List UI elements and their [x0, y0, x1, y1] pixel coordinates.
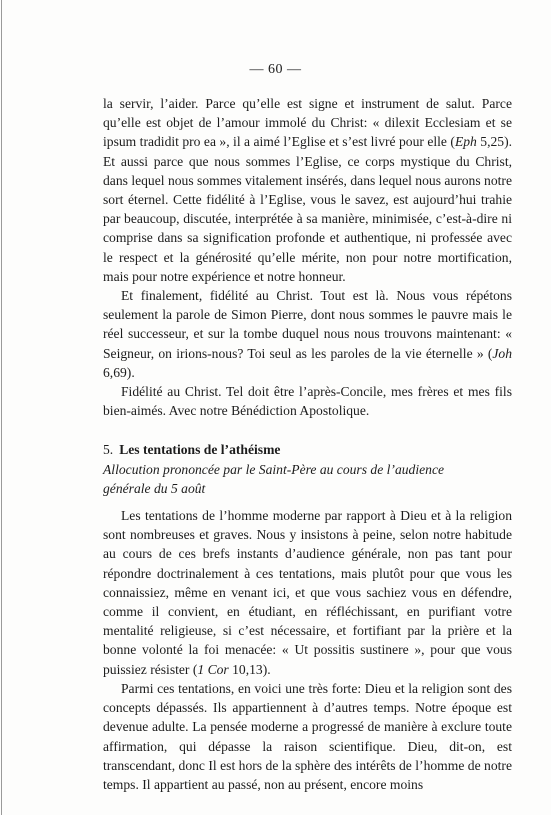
section-atheism — [103, 440, 512, 794]
paragraph-blessing: Fidélité au Christ. Tel doit être l’après-Concile, mes frères et mes fils bien-aimés. Avec notre Bénédiction Apostolique. — [103, 384, 512, 419]
paragraph-church-fidelity: la servir, l’aider. Parce qu’elle est signe et instrument de salut. Parce qu’elle est objet de l’amour immolé du Christ: « dilexit Ecclesiam et se ipsum tradidit pro ea », il a aimé l’Eglise et s’est livré pour elle (Eph 5,25). Et aussi parce que nous sommes l’Eglise, ce corps mystique du Christ, dans lequel nous sommes vitalement insérés, dans lequel nous aurons notre sort éternel. Cette fidélité à l’Eglise, vous le savez, est aujourd’hui trahie par beaucoup, discutée, interprétée à sa manière, minimisée, c’est-à-dire ni comprise dans sa signification profonde et authentique, ni professée avec le respect et la générosité qu’elle mérite, non pour notre mortification, mais pour notre expérience et notre honneur. — [103, 96, 512, 284]
citation-john: Joh — [492, 345, 512, 361]
paragraph-outdated-concepts: Parmi ces tentations, en voici une très forte: Dieu et la religion sont des concepts dépassés. Ils appartiennent à d’autres temps. Notre époque est devenue adulte. La pensée moderne a progressé de manière à exclure toute affirmation, qui dépasse la raison scientifique. Dieu, dit-on, est transcendant, donc Il est hors de la sphère des intérêts de l’homme de notre temps. Il appartient au passé, non au présent, encore moins — [103, 680, 512, 792]
citation-ephesians: Eph — [454, 134, 477, 150]
page-number: — 60 — — [249, 62, 302, 77]
section-subtitle: Allocution prononcée par le Saint-Père au cours de l’audience générale du 5 août — [103, 461, 445, 496]
section-number: 5. — [103, 442, 114, 458]
citation-corinthians: 1 Cor — [197, 661, 229, 677]
section-heading — [103, 440, 512, 459]
paragraph-temptations-intro: Les tentations de l’homme moderne par rapport à Dieu et à la religion sont nombreuses et graves. Nous y insistons à peine, selon notre habitude au cours de ces brefs instants d’audience générale, non pas tant pour répondre doctrinalement à ces tentations, mais plutôt pour que vous les connaissiez, même en venant ici, et que vous sachiez vous en défendre, comme il convient, en étudiant, en réfléchissant, en purifiant votre mentalité religieuse, si c’est nécessaire, et fortifiant par la prière et la bonne volonté la foi menacée: « Ut possitis sustinere », pour que vous puissiez résister (1 Cor 10,13). — [103, 508, 512, 677]
paragraph-christ-fidelity: Et finalement, fidélité au Christ. Tout est là. Nous vous répétons seulement la parole de Simon Pierre, dont nous sommes le pauvre mais le réel successeur, et sur la tombe duquel nous nous trouvons maintenant: « Seigneur, on irions-nous? Toi seul as les paroles de la vie éternelle » (Joh 6,69). — [103, 288, 512, 380]
section-title: Les tentations de l’athéisme — [119, 442, 281, 458]
page-edge-line — [1, 0, 2, 815]
page-body — [103, 94, 512, 794]
